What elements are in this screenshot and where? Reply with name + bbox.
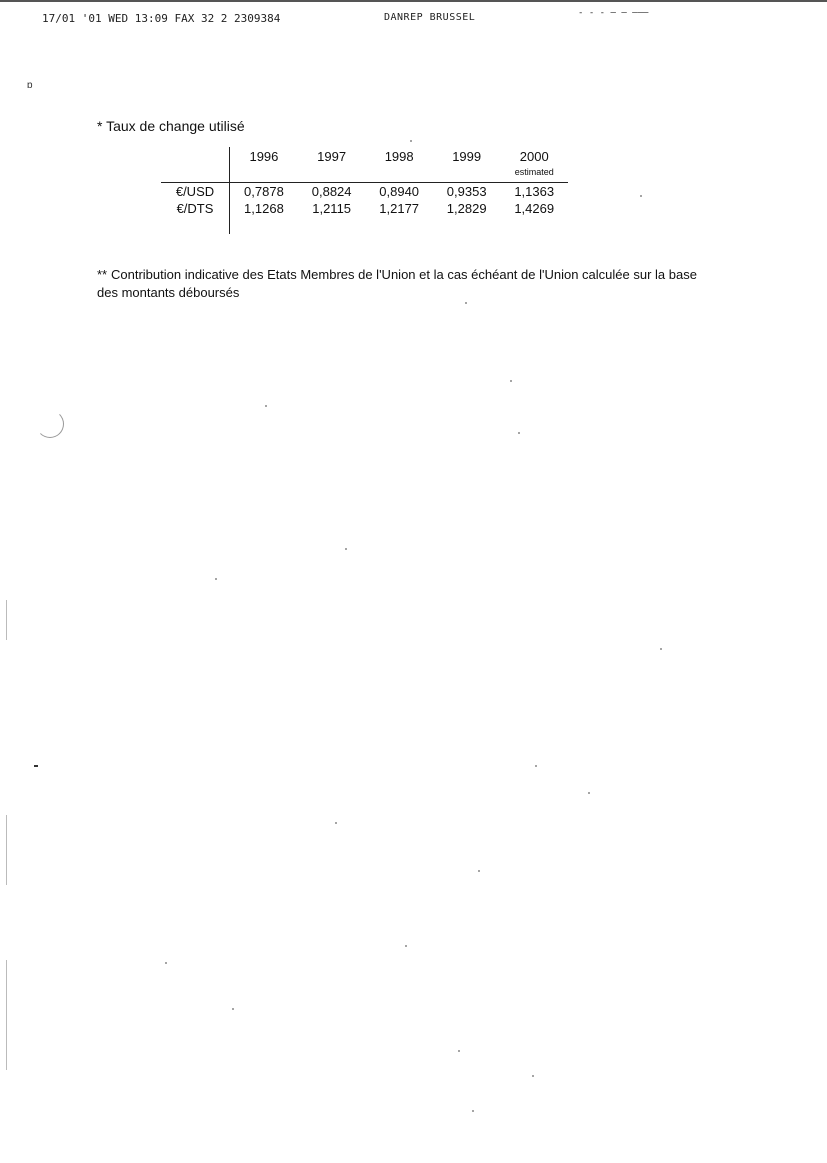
table-corner-cell xyxy=(161,147,230,183)
footnote-marker: ** xyxy=(97,267,108,282)
footnote xyxy=(97,266,707,302)
scan-speck xyxy=(232,1008,234,1010)
scan-speck xyxy=(640,195,642,197)
page-top-edge xyxy=(0,0,827,2)
table-header-row xyxy=(161,147,568,183)
year-header: 1997 xyxy=(298,147,366,183)
scan-tick-mark xyxy=(34,765,38,767)
scan-speck xyxy=(532,1075,534,1077)
scan-speck xyxy=(660,648,662,650)
rate-cell: 0,8940 xyxy=(379,184,420,199)
rate-cell: 1,2829 xyxy=(446,201,487,216)
punch-hole-mark xyxy=(36,410,64,438)
year-header-2000 xyxy=(500,147,568,183)
exchange-rate-heading: * Taux de change utilisé xyxy=(97,118,245,134)
scan-speck xyxy=(335,822,337,824)
rate-cell: 0,9353 xyxy=(446,184,487,199)
scan-speck xyxy=(518,432,520,434)
fax-sender: DANREP BRUSSEL xyxy=(384,12,476,23)
scan-mark: ɒ xyxy=(27,80,33,91)
row-label: €/DTS xyxy=(161,200,230,217)
year-header: 1999 xyxy=(433,147,501,183)
year-header: 1996 xyxy=(230,147,298,183)
scan-speck xyxy=(510,380,512,382)
estimated-note: estimated xyxy=(514,167,554,177)
year-header: 1998 xyxy=(365,147,433,183)
scan-speck xyxy=(535,765,537,767)
table-spacer-row xyxy=(161,217,568,234)
scan-speck xyxy=(405,945,407,947)
footnote-text: Contribution indicative des Etats Membres de l'Union et la cas échéant de l'Union calculée sur la base des montants déboursés xyxy=(97,267,697,300)
rate-cell: 1,1363 xyxy=(514,184,555,199)
rate-cell: 0,7878 xyxy=(244,184,284,199)
scan-speck xyxy=(165,962,167,964)
exchange-rate-table xyxy=(161,147,568,234)
rate-cell: 1,2115 xyxy=(312,201,352,216)
rate-cell: 1,4269 xyxy=(514,201,555,216)
row-label: €/USD xyxy=(161,183,230,201)
rate-cell: 0,8824 xyxy=(311,184,352,199)
scan-speck xyxy=(465,302,467,304)
rate-cell: 1,1268 xyxy=(244,201,284,216)
table-row xyxy=(161,183,568,201)
scan-speck xyxy=(478,870,480,872)
scan-speck xyxy=(588,792,590,794)
scan-speck xyxy=(265,405,267,407)
scan-edge-line xyxy=(6,960,7,1070)
empty-cell xyxy=(161,217,230,234)
scan-edge-line xyxy=(6,600,7,640)
scan-speck xyxy=(410,140,412,142)
year-label: 2000 xyxy=(519,149,549,164)
fax-datetime: 17/01 '01 WED 13:09 FAX 32 2 2309384 xyxy=(42,12,281,25)
table-row xyxy=(161,200,568,217)
scan-speck xyxy=(458,1050,460,1052)
scan-edge-line xyxy=(6,815,7,885)
scan-speck xyxy=(215,578,217,580)
scan-speck xyxy=(472,1110,474,1112)
fax-dashes: - - - — — ——— xyxy=(578,8,649,18)
empty-cell xyxy=(230,217,569,234)
rate-cell: 1,2177 xyxy=(379,201,420,216)
scan-speck xyxy=(345,548,347,550)
